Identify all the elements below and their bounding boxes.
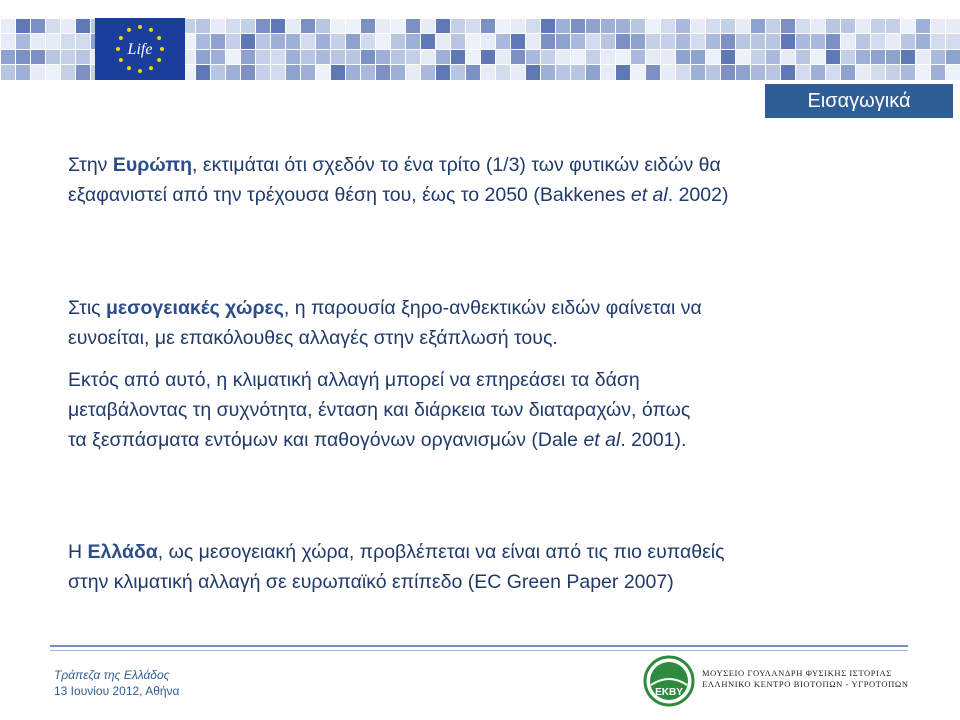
mosaic-tile bbox=[766, 34, 780, 49]
mosaic-tile bbox=[511, 34, 525, 49]
mosaic-tile bbox=[571, 65, 585, 80]
mosaic-tile bbox=[826, 65, 840, 80]
mosaic-tile bbox=[496, 34, 510, 49]
ekby-logo-icon bbox=[643, 655, 695, 707]
mosaic-tile bbox=[1, 65, 15, 80]
life-logo-text: Life bbox=[127, 41, 153, 58]
footer-organization: Τράπεζα της Ελλάδος bbox=[54, 668, 170, 682]
mosaic-tile bbox=[226, 65, 240, 80]
mosaic-tile bbox=[766, 50, 780, 65]
mosaic-tile bbox=[376, 19, 390, 34]
mosaic-tile bbox=[301, 19, 315, 34]
mosaic-tile bbox=[421, 19, 435, 34]
mosaic-tile bbox=[856, 34, 870, 49]
mosaic-tile bbox=[16, 65, 30, 80]
mosaic-tile bbox=[496, 50, 510, 65]
mosaic-tile bbox=[901, 65, 915, 80]
mosaic-tile bbox=[571, 19, 585, 34]
paragraph-line: ευνοείται, με επακόλουθες αλλαγές στην εξάπλωσή τους. bbox=[68, 327, 558, 349]
mosaic-tile bbox=[706, 50, 720, 65]
mosaic-tile bbox=[616, 65, 630, 80]
mosaic-tile bbox=[466, 34, 480, 49]
mosaic-tile bbox=[286, 65, 300, 80]
mosaic-tile bbox=[31, 34, 45, 49]
mosaic-tile bbox=[901, 50, 915, 65]
eu-star-icon bbox=[138, 25, 142, 29]
mosaic-tile bbox=[316, 50, 330, 65]
mosaic-tile bbox=[886, 19, 900, 34]
mosaic-tile bbox=[406, 65, 420, 80]
mosaic-tile bbox=[661, 50, 675, 65]
eu-star-icon bbox=[157, 36, 161, 40]
mosaic-tile bbox=[16, 19, 30, 34]
eu-star-icon bbox=[160, 47, 164, 51]
mosaic-tile bbox=[691, 50, 705, 65]
mosaic-tile bbox=[61, 50, 75, 65]
mosaic-tile bbox=[841, 19, 855, 34]
eu-star-icon bbox=[138, 69, 142, 73]
mosaic-tile bbox=[391, 34, 405, 49]
mosaic-tile bbox=[691, 34, 705, 49]
mosaic-tile bbox=[601, 50, 615, 65]
mosaic-tile bbox=[76, 65, 90, 80]
mosaic-tile bbox=[466, 19, 480, 34]
mosaic-tile bbox=[241, 34, 255, 49]
eu-star-icon bbox=[127, 28, 131, 32]
citation-et-al: et al bbox=[630, 184, 668, 206]
mosaic-tile bbox=[361, 65, 375, 80]
mosaic-tile bbox=[796, 50, 810, 65]
mosaic-tile bbox=[316, 65, 330, 80]
text: εξαφανιστεί από την τρέχουσα θέση του, έως το 2050 (Bakkenes bbox=[68, 184, 631, 206]
paragraph-mediterranean bbox=[68, 293, 702, 353]
mosaic-tile bbox=[61, 19, 75, 34]
mosaic-tile bbox=[931, 19, 945, 34]
mosaic-tile bbox=[796, 19, 810, 34]
mosaic-tile bbox=[601, 65, 615, 80]
mosaic-tile bbox=[946, 19, 960, 34]
mosaic-tile bbox=[736, 50, 750, 65]
mosaic-tile bbox=[586, 19, 600, 34]
mosaic-tile bbox=[766, 19, 780, 34]
mosaic-tile bbox=[1, 19, 15, 34]
mosaic-tile bbox=[436, 34, 450, 49]
mosaic-tile bbox=[421, 50, 435, 65]
mosaic-tile bbox=[481, 34, 495, 49]
mosaic-tile bbox=[721, 19, 735, 34]
mosaic-tile bbox=[751, 19, 765, 34]
mosaic-tile bbox=[331, 65, 345, 80]
mosaic-tile bbox=[946, 65, 960, 80]
mosaic-tile bbox=[451, 19, 465, 34]
mosaic-tile bbox=[526, 50, 540, 65]
mosaic-tile bbox=[346, 65, 360, 80]
ekby-line: ΜΟΥΣΕΙΟ ΓΟΥΛΑΝΔΡΗ ΦΥΣΙΚΗΣ ΙΣΤΟΡΙΑΣ bbox=[702, 668, 892, 678]
mosaic-tile bbox=[646, 50, 660, 65]
mosaic-tile bbox=[436, 65, 450, 80]
mosaic-tile bbox=[706, 34, 720, 49]
mosaic-tile bbox=[391, 19, 405, 34]
paragraph-line bbox=[68, 180, 728, 210]
mosaic-tile bbox=[316, 34, 330, 49]
mosaic-tile bbox=[721, 50, 735, 65]
mosaic-tile bbox=[211, 65, 225, 80]
paragraph-line: στην κλιματική αλλαγή σε ευρωπαϊκό επίπεδο (EC Green Paper 2007) bbox=[68, 571, 674, 593]
mosaic-tile bbox=[496, 65, 510, 80]
mosaic-tile bbox=[646, 19, 660, 34]
eu-star-icon bbox=[149, 28, 153, 32]
mosaic-tile bbox=[946, 50, 960, 65]
mosaic-tile bbox=[226, 19, 240, 34]
ekby-organization-text bbox=[702, 668, 917, 690]
mosaic-tile bbox=[511, 19, 525, 34]
mosaic-tile bbox=[76, 34, 90, 49]
mosaic-tile bbox=[331, 19, 345, 34]
mosaic-tile bbox=[361, 34, 375, 49]
paragraph-line bbox=[68, 425, 690, 455]
mosaic-tile bbox=[796, 34, 810, 49]
mosaic-tile bbox=[241, 65, 255, 80]
mosaic-tile bbox=[766, 65, 780, 80]
mosaic-tile bbox=[76, 19, 90, 34]
mosaic-tile bbox=[841, 65, 855, 80]
mosaic-tile bbox=[571, 50, 585, 65]
mosaic-tile bbox=[931, 50, 945, 65]
mosaic-tile bbox=[661, 34, 675, 49]
eu-star-icon bbox=[119, 36, 123, 40]
mosaic-tile bbox=[241, 50, 255, 65]
mosaic-tile bbox=[271, 34, 285, 49]
mosaic-tile bbox=[466, 65, 480, 80]
ekby-logo-text: EKBY bbox=[655, 687, 683, 698]
mosaic-tile bbox=[616, 50, 630, 65]
mosaic-tile bbox=[751, 34, 765, 49]
mosaic-tile bbox=[451, 65, 465, 80]
mosaic-tile bbox=[571, 34, 585, 49]
mosaic-tile bbox=[841, 50, 855, 65]
mosaic-tile bbox=[526, 34, 540, 49]
mosaic-tile bbox=[31, 50, 45, 65]
mosaic-tile bbox=[346, 19, 360, 34]
mosaic-tile bbox=[736, 19, 750, 34]
text: Στις bbox=[68, 297, 106, 319]
mosaic-tile bbox=[346, 34, 360, 49]
mosaic-tile bbox=[226, 34, 240, 49]
mosaic-tile bbox=[691, 19, 705, 34]
mosaic-tile bbox=[451, 34, 465, 49]
text: . 2001). bbox=[620, 429, 687, 451]
mosaic-tile bbox=[586, 65, 600, 80]
mosaic-tile bbox=[406, 50, 420, 65]
mosaic-tile bbox=[436, 19, 450, 34]
mosaic-tile bbox=[631, 50, 645, 65]
mosaic-tile bbox=[466, 50, 480, 65]
mosaic-tile bbox=[796, 65, 810, 80]
mosaic-tile bbox=[331, 50, 345, 65]
mosaic-tile bbox=[631, 34, 645, 49]
mosaic-tile bbox=[556, 19, 570, 34]
mosaic-tile bbox=[901, 19, 915, 34]
mosaic-tile bbox=[76, 50, 90, 65]
mosaic-tile bbox=[901, 34, 915, 49]
mosaic-tile bbox=[286, 19, 300, 34]
mosaic-tile bbox=[256, 19, 270, 34]
mosaic-tile bbox=[196, 50, 210, 65]
mosaic-tile bbox=[511, 65, 525, 80]
mosaic-tile bbox=[31, 19, 45, 34]
mosaic-tile bbox=[451, 50, 465, 65]
mosaic-tile bbox=[346, 50, 360, 65]
mosaic-tile bbox=[16, 50, 30, 65]
mosaic-tile bbox=[646, 65, 660, 80]
text: Η bbox=[68, 541, 88, 563]
mosaic-tile bbox=[286, 34, 300, 49]
mosaic-tile bbox=[541, 50, 555, 65]
mosaic-tile bbox=[751, 50, 765, 65]
mosaic-tile bbox=[256, 34, 270, 49]
mosaic-tile bbox=[256, 65, 270, 80]
mosaic-tile bbox=[886, 65, 900, 80]
mosaic-tile bbox=[496, 19, 510, 34]
mosaic-tile bbox=[331, 34, 345, 49]
mosaic-tile bbox=[316, 19, 330, 34]
mosaic-tile bbox=[811, 19, 825, 34]
mosaic-tile bbox=[841, 34, 855, 49]
highlight-greece: Ελλάδα bbox=[87, 541, 158, 563]
mosaic-tile bbox=[556, 50, 570, 65]
mosaic-tile bbox=[826, 50, 840, 65]
eu-life-logo bbox=[95, 18, 185, 80]
mosaic-tile bbox=[556, 34, 570, 49]
mosaic-tile bbox=[541, 19, 555, 34]
mosaic-tile bbox=[736, 65, 750, 80]
mosaic-tile bbox=[46, 19, 60, 34]
mosaic-tile bbox=[826, 19, 840, 34]
mosaic-tile bbox=[916, 50, 930, 65]
mosaic-tile bbox=[1, 50, 15, 65]
mosaic-tile bbox=[241, 19, 255, 34]
mosaic-tile bbox=[391, 50, 405, 65]
mosaic-tile bbox=[646, 34, 660, 49]
mosaic-tile bbox=[526, 65, 540, 80]
mosaic-tile bbox=[586, 50, 600, 65]
text: Στην bbox=[68, 154, 113, 176]
paragraph-line bbox=[68, 537, 725, 567]
paragraph-forests bbox=[68, 365, 690, 455]
mosaic-tile bbox=[376, 34, 390, 49]
mosaic-tile bbox=[676, 34, 690, 49]
mosaic-tile bbox=[721, 65, 735, 80]
highlight-mediterranean: μεσογειακές χώρες bbox=[105, 297, 284, 319]
mosaic-tile bbox=[586, 34, 600, 49]
mosaic-tile bbox=[811, 34, 825, 49]
mosaic-tile bbox=[931, 65, 945, 80]
mosaic-tile bbox=[616, 34, 630, 49]
mosaic-tile bbox=[196, 19, 210, 34]
mosaic-tile bbox=[196, 65, 210, 80]
text: , η παρουσία ξηρο-ανθεκτικών ειδών φαίνεται να bbox=[283, 297, 702, 319]
ekby-line: ΕΛΛΗΝΙΚΟ ΚΕΝΤΡΟ ΒΙΟΤΟΠΩΝ - ΥΓΡΟΤΟΠΩΝ bbox=[702, 679, 909, 689]
paragraph-line: μεταβάλοντας τη συχνότητα, ένταση και διάρκεια των διαταραχών, όπως bbox=[68, 399, 691, 421]
mosaic-tile bbox=[511, 50, 525, 65]
mosaic-tile bbox=[661, 19, 675, 34]
mosaic-tile bbox=[781, 34, 795, 49]
mosaic-tile bbox=[421, 65, 435, 80]
mosaic-tile bbox=[46, 50, 60, 65]
mosaic-tile bbox=[376, 50, 390, 65]
mosaic-tile bbox=[916, 65, 930, 80]
mosaic-tile bbox=[301, 34, 315, 49]
mosaic-tile bbox=[736, 34, 750, 49]
mosaic-tile bbox=[856, 50, 870, 65]
mosaic-tile bbox=[556, 65, 570, 80]
mosaic-tile bbox=[541, 65, 555, 80]
mosaic-tile bbox=[421, 34, 435, 49]
eu-star-icon bbox=[116, 47, 120, 51]
mosaic-tile bbox=[676, 19, 690, 34]
eu-star-icon bbox=[149, 66, 153, 70]
mosaic-tile bbox=[1, 34, 15, 49]
mosaic-tile bbox=[721, 34, 735, 49]
paragraph-line bbox=[68, 293, 702, 323]
mosaic-tile bbox=[481, 65, 495, 80]
mosaic-tile bbox=[526, 19, 540, 34]
mosaic-tile bbox=[271, 65, 285, 80]
mosaic-tile bbox=[256, 50, 270, 65]
mosaic-tile bbox=[301, 65, 315, 80]
mosaic-tile bbox=[211, 50, 225, 65]
mosaic-tile bbox=[691, 65, 705, 80]
text: τα ξεσπάσματα εντόμων και παθογόνων οργανισμών (Dale bbox=[68, 429, 584, 451]
text: , ως μεσογειακή χώρα, προβλέπεται να είναι από τις πιο ευπαθείς bbox=[157, 541, 725, 563]
section-title: Εισαγωγικά bbox=[807, 89, 911, 112]
mosaic-tile bbox=[481, 50, 495, 65]
mosaic-tile bbox=[871, 50, 885, 65]
mosaic-tile bbox=[871, 19, 885, 34]
section-title-tab bbox=[765, 84, 953, 118]
mosaic-tile bbox=[826, 34, 840, 49]
mosaic-tile bbox=[676, 65, 690, 80]
text: , εκτιμάται ότι σχεδόν το ένα τρίτο (1/3) των φυτικών ειδών θα bbox=[192, 154, 721, 176]
mosaic-tile bbox=[916, 19, 930, 34]
mosaic-tile bbox=[61, 34, 75, 49]
mosaic-tile bbox=[601, 34, 615, 49]
mosaic-tile bbox=[46, 34, 60, 49]
mosaic-tile bbox=[541, 34, 555, 49]
mosaic-tile bbox=[811, 65, 825, 80]
mosaic-tile bbox=[916, 34, 930, 49]
mosaic-tile bbox=[391, 65, 405, 80]
eu-star-icon bbox=[119, 58, 123, 62]
footer-date: 13 Ιουνίου 2012, Αθήνα bbox=[54, 684, 180, 698]
text: . 2002) bbox=[667, 184, 729, 206]
mosaic-tile bbox=[706, 19, 720, 34]
mosaic-tile bbox=[271, 19, 285, 34]
mosaic-tile bbox=[886, 50, 900, 65]
mosaic-tile bbox=[211, 19, 225, 34]
mosaic-tile bbox=[886, 34, 900, 49]
paragraph-line bbox=[68, 150, 728, 180]
paragraph-europe bbox=[68, 150, 728, 210]
highlight-europe: Ευρώπη bbox=[112, 154, 193, 176]
mosaic-tile bbox=[601, 19, 615, 34]
mosaic-tile bbox=[196, 34, 210, 49]
mosaic-tile bbox=[406, 19, 420, 34]
mosaic-tile bbox=[226, 50, 240, 65]
mosaic-tile bbox=[271, 50, 285, 65]
mosaic-tile bbox=[61, 65, 75, 80]
eu-stars-icon bbox=[100, 21, 180, 77]
mosaic-tile bbox=[301, 50, 315, 65]
mosaic-tile bbox=[436, 50, 450, 65]
mosaic-tile bbox=[631, 19, 645, 34]
eu-star-icon bbox=[127, 66, 131, 70]
mosaic-tile bbox=[706, 65, 720, 80]
footer-divider-thin bbox=[50, 650, 908, 651]
mosaic-tile bbox=[751, 65, 765, 80]
paragraph-line: Εκτός από αυτό, η κλιματική αλλαγή μπορεί να επηρεάσει τα δάση bbox=[68, 369, 640, 391]
mosaic-tile bbox=[676, 50, 690, 65]
mosaic-tile bbox=[811, 50, 825, 65]
mosaic-tile bbox=[406, 34, 420, 49]
mosaic-tile bbox=[871, 65, 885, 80]
mosaic-tile bbox=[661, 65, 675, 80]
footer-divider bbox=[50, 645, 908, 647]
paragraph-greece bbox=[68, 537, 725, 597]
mosaic-tile bbox=[631, 65, 645, 80]
mosaic-tile bbox=[376, 65, 390, 80]
mosaic-tile bbox=[616, 19, 630, 34]
mosaic-tile bbox=[31, 65, 45, 80]
mosaic-tile bbox=[211, 34, 225, 49]
mosaic-tile bbox=[871, 34, 885, 49]
mosaic-tile bbox=[931, 34, 945, 49]
mosaic-tile bbox=[361, 50, 375, 65]
mosaic-tile bbox=[481, 19, 495, 34]
mosaic-tile bbox=[361, 19, 375, 34]
mosaic-tile bbox=[946, 34, 960, 49]
mosaic-tile bbox=[781, 19, 795, 34]
mosaic-tile bbox=[856, 19, 870, 34]
mosaic-tile bbox=[856, 65, 870, 80]
mosaic-tile bbox=[16, 34, 30, 49]
mosaic-tile bbox=[46, 65, 60, 80]
mosaic-tile bbox=[286, 50, 300, 65]
eu-star-icon bbox=[157, 58, 161, 62]
mosaic-tile bbox=[781, 50, 795, 65]
mosaic-tile bbox=[781, 65, 795, 80]
citation-et-al: et al bbox=[583, 429, 621, 451]
